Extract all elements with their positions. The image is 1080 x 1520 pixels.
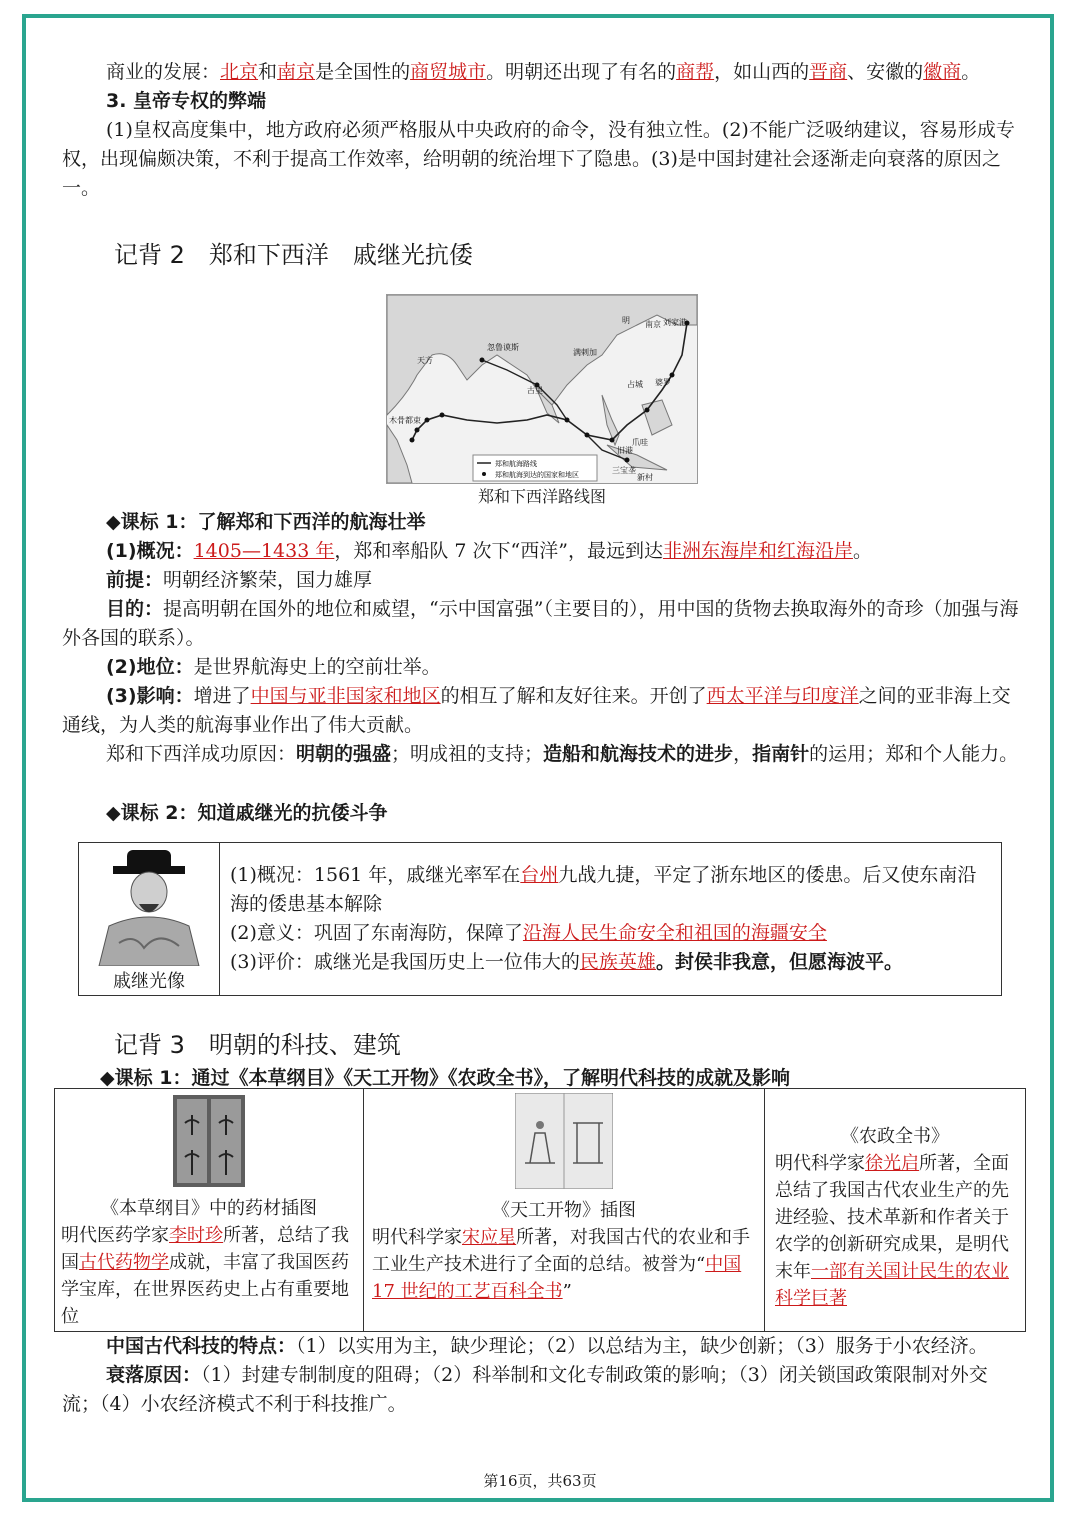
page-content <box>62 58 1020 277</box>
map-label: 忽鲁谟斯 <box>487 343 519 352</box>
tiangong-text: 明代科学家宋应星所著，对我国古代的农业和手工业生产技术进行了全面的总结。被誉为“中国 17 世纪的工艺百科全书” <box>372 1227 750 1302</box>
science-table <box>54 1088 1026 1332</box>
autocracy-heading: 3. 皇帝专权的弊端 <box>106 90 267 112</box>
features: 中国古代科技的特点：（1）以实用为主，缺少理论；（2）以总结为主，缺少创新；（3）服务于小农经济。 <box>106 1335 988 1357</box>
map-label: 婆罗 <box>655 378 671 387</box>
status: (2)地位：是世界航海史上的空前壮举。 <box>106 656 441 678</box>
section2-title: 记背 2 郑和下西洋 戚继光抗倭 <box>114 241 473 269</box>
nongzheng-text: 明代科学家徐光启所著，全面总结了我国古代农业生产的先进经验、技术革新和作者关于农学的创新研究成果，是明代末年一部有关国计民生的农业科学巨著 <box>775 1153 1009 1309</box>
kb1-block <box>62 508 1020 828</box>
bencao-cell <box>55 1089 364 1332</box>
qijiguang-text <box>220 843 1002 996</box>
qjg-line3: (3)评价：戚继光是我国历史上一位伟大的民族英雄。封侯非我意，但愿海波平。 <box>230 951 903 973</box>
section3-header <box>62 1026 1020 1093</box>
tiangong-cell <box>364 1089 765 1332</box>
portrait-caption: 戚继光像 <box>113 971 185 992</box>
map-label: 满剌加 <box>573 348 597 357</box>
tiangong-illustration <box>515 1093 613 1189</box>
nongzheng-cell <box>765 1089 1026 1332</box>
map-label: 三宝垄 <box>612 466 636 475</box>
bencao-illustration <box>173 1095 245 1187</box>
page-footer: 第16页，共63页 <box>483 1472 597 1490</box>
nongzheng-caption: 《农政全书》 <box>841 1126 949 1147</box>
map-label: 明 <box>622 316 630 325</box>
impact: (3)影响：增进了中国与亚非国家和地区的相互了解和友好往来。开创了西太平洋与印度洋之间的亚非海上交通线，为人类的航海事业作出了伟大贡献。 <box>62 685 1011 736</box>
section3-kb1: ◆课标 1：通过《本草纲目》《天工开物》《农政全书》，了解明代科技的成就及影响 <box>100 1067 790 1089</box>
map-label: 占城 <box>627 380 643 389</box>
map-label: 爪哇 <box>632 438 648 447</box>
section3-title: 记背 3 明朝的科技、建筑 <box>114 1031 401 1059</box>
decline: 衰落原因：（1）封建专制制度的阻碍；（2）科举制和文化专制政策的影响；（3）闭关锁国政策限制对外交流；（4）小农经济模式不利于科技推广。 <box>62 1364 988 1415</box>
commerce-paragraph: 商业的发展：北京和南京是全国性的商贸城市。明朝还出现了有名的商帮，如山西的晋商、安徽的徽商。 <box>106 61 981 83</box>
tiangong-caption: 《天工开物》插图 <box>492 1200 636 1221</box>
kb1-title: ◆课标 1：了解郑和下西洋的航海壮举 <box>106 511 426 533</box>
qijiguang-portrait <box>89 848 209 966</box>
portrait-cell <box>79 843 220 996</box>
map-label: 木骨都束 <box>389 416 421 425</box>
premise: 前提：明朝经济繁荣，国力雄厚 <box>106 569 373 591</box>
purpose: 目的：提高明朝在国外的地位和威望，“示中国富强”（主要目的），用中国的货物去换取海外的奇珍（加强与海外各国的联系）。 <box>62 598 1019 649</box>
kb2-title: ◆课标 2：知道戚继光的抗倭斗争 <box>106 802 388 824</box>
qjg-line1: (1)概况：1561 年，戚继光率军在台州九战九捷，平定了浙东地区的倭患。后又使东南沿海的倭患基本解除 <box>230 864 977 915</box>
map-label: 旧港 <box>617 446 633 455</box>
map-label: 天方 <box>417 356 433 365</box>
legend-places: 郑和航海到达的国家和地区 <box>495 471 579 479</box>
map-label: 刘家港 <box>663 318 687 327</box>
qijiguang-table <box>78 842 1002 996</box>
overview: (1)概况：1405—1433 年，郑和率船队 7 次下“西洋”，最远到达非洲东海岸和红海沿岸。 <box>106 540 872 562</box>
map-label: 古里 <box>527 386 543 395</box>
map-label: 新村 <box>637 473 653 482</box>
autocracy-paragraph: (1)皇权高度集中，地方政府必须严格服从中央政府的命令，没有独立性。(2)不能广泛吸纳建议，容易形成专权，出现偏颇决策，不利于提高工作效率，给明朝的统治埋下了隐患。(3)是中国封建社会逐渐走向衰落的原因之一。 <box>62 119 1015 199</box>
bencao-text: 明代医药学家李时珍所著，总结了我国古代药物学成就，丰富了我国医药学宝库，在世界医药史上占有重要地位 <box>61 1225 349 1327</box>
qjg-line2: (2)意义：巩固了东南海防，保障了沿海人民生命安全和祖国的海疆安全 <box>230 922 827 944</box>
science-summary <box>62 1332 1020 1419</box>
map-label: 南京 <box>645 320 661 329</box>
legend-route: 郑和航海路线 <box>495 460 537 468</box>
map-svg <box>387 295 697 483</box>
success-reasons: 郑和下西洋成功原因：明朝的强盛；明成祖的支持；造船和航海技术的进步，指南针的运用；郑和个人能力。 <box>106 743 1019 765</box>
bencao-caption: 《本草纲目》中的药材插图 <box>101 1198 317 1219</box>
map-caption: 郑和下西洋路线图 <box>477 487 606 506</box>
zhenghe-route-map <box>386 294 698 484</box>
